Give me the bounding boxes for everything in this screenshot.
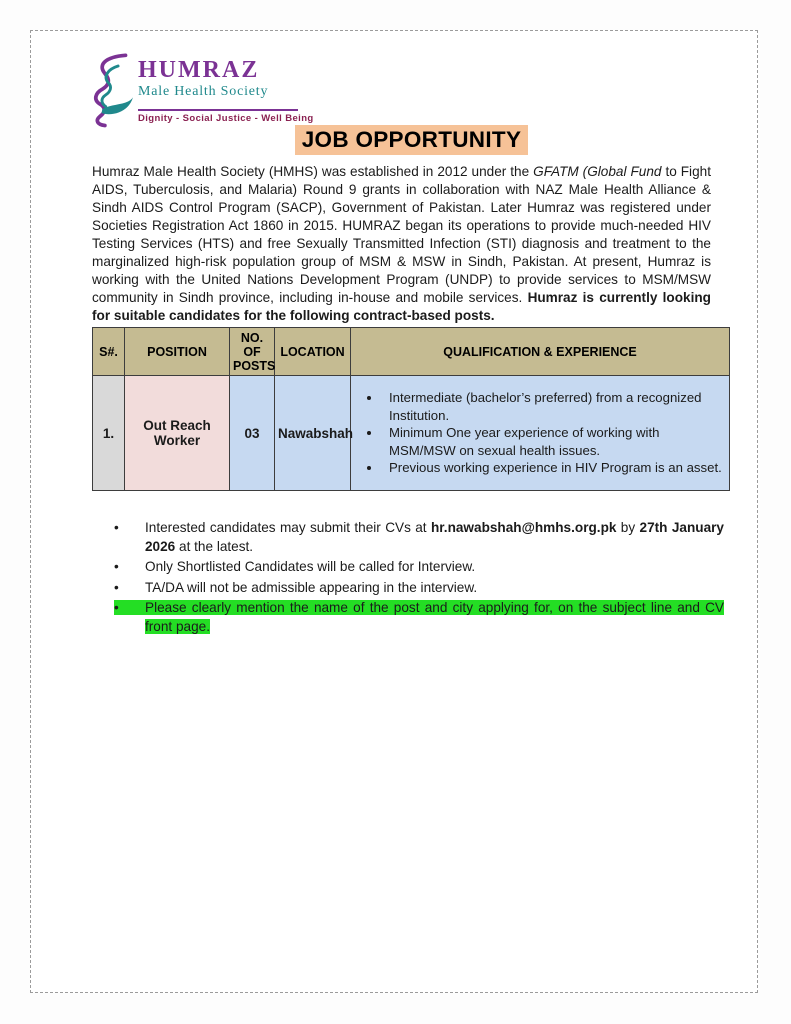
table-row: [93, 376, 730, 491]
header-position: POSITION: [125, 328, 230, 376]
bullet-icon: •: [114, 520, 119, 535]
header-qualification: QUALIFICATION & EXPERIENCE: [351, 328, 730, 376]
intro-paragraph: [92, 163, 711, 325]
cell-posts: 03: [230, 376, 275, 491]
qualification-list: [354, 389, 726, 477]
text-segment: at the latest.: [175, 538, 254, 554]
note-item: [92, 599, 724, 636]
jobs-table: [92, 327, 730, 491]
notes-section: [92, 519, 724, 638]
qualification-item: • Previous working experience in HIV Program is an asset.: [382, 459, 726, 477]
title-row: [0, 125, 791, 155]
note-text: [114, 580, 477, 595]
header-posts: NO. OF POSTS: [230, 328, 275, 376]
note-text: [114, 559, 475, 574]
note-item: [92, 579, 724, 598]
cell-qualifications: [351, 376, 730, 491]
page-title: JOB OPPORTUNITY: [295, 125, 529, 155]
cell-serial: 1.: [93, 376, 125, 491]
qualification-item: • Intermediate (bachelor’s preferred) from a recognized Institution.: [382, 389, 726, 424]
text-segment: hr.nawabshah@hmhs.org.pk: [430, 520, 617, 535]
logo-text: [138, 58, 314, 124]
bullet-icon: •: [114, 579, 119, 595]
cell-location: Nawabshah: [275, 376, 351, 491]
qualification-item: • Minimum One year experience of working with MSM/MSW on sexual health issues.: [382, 424, 726, 459]
note-text: [114, 520, 724, 554]
text-segment: 27th January 2026: [145, 520, 724, 554]
logo-name: HUMRAZ: [138, 57, 260, 83]
text-segment: Humraz is currently looking for suitable candidates for the following contract-based posts.: [92, 290, 711, 323]
logo-divider: [138, 109, 298, 111]
bullet-icon: •: [114, 600, 119, 615]
text-segment: TA/DA will not be admissible appearing in the interview.: [145, 579, 478, 595]
logo: [84, 52, 314, 128]
header-serial: S#.: [93, 328, 125, 376]
logo-subtitle: Male Health Society: [138, 84, 269, 99]
logo-tagline: Dignity - Social Justice - Well Being: [138, 113, 314, 124]
cell-position: Out Reach Worker: [125, 376, 230, 491]
text-segment: by: [616, 520, 640, 535]
text-segment: Only Shortlisted Candidates will be called for Interview.: [145, 559, 476, 574]
text-segment: GFATM (Global Fund: [533, 164, 662, 179]
bullet-icon: •: [114, 559, 119, 574]
text-segment: Humraz Male Health Society (HMHS) was established in 2012 under the: [92, 164, 534, 179]
text-segment: to Fight AIDS, Tuberculosis, and Malaria) Round 9 grants in collaboration with NAZ Male Health Alliance & Sindh AIDS Control Program (SACP), Government of Pakistan. Later Humraz was registered under Societies Registration Act 1860 in 2015. HUMRAZ began its operations to provide much-needed HIV Testing Services (HTS) and free Sexually Transmitted Infection (STI) diagnosis and treatment to the marginalized high-risk population group of MSM & MSW in Sindh, Pakistan. At present, Humraz is working with the United Nations Development Program (UNDP) to provide services to MSM/MSW community in Sindh province, including in-house and mobile services.: [92, 164, 711, 305]
logo-face-icon: [84, 52, 134, 128]
text-segment: Please clearly mention the name of the post and city applying for, on the subject line and CV front page.: [145, 600, 724, 634]
note-text: [114, 600, 724, 634]
table-header-row: [93, 328, 730, 376]
note-item: [92, 558, 724, 577]
note-item: [92, 519, 724, 556]
header-location: LOCATION: [275, 328, 351, 376]
text-segment: Interested candidates may submit their CVs at: [145, 520, 431, 535]
